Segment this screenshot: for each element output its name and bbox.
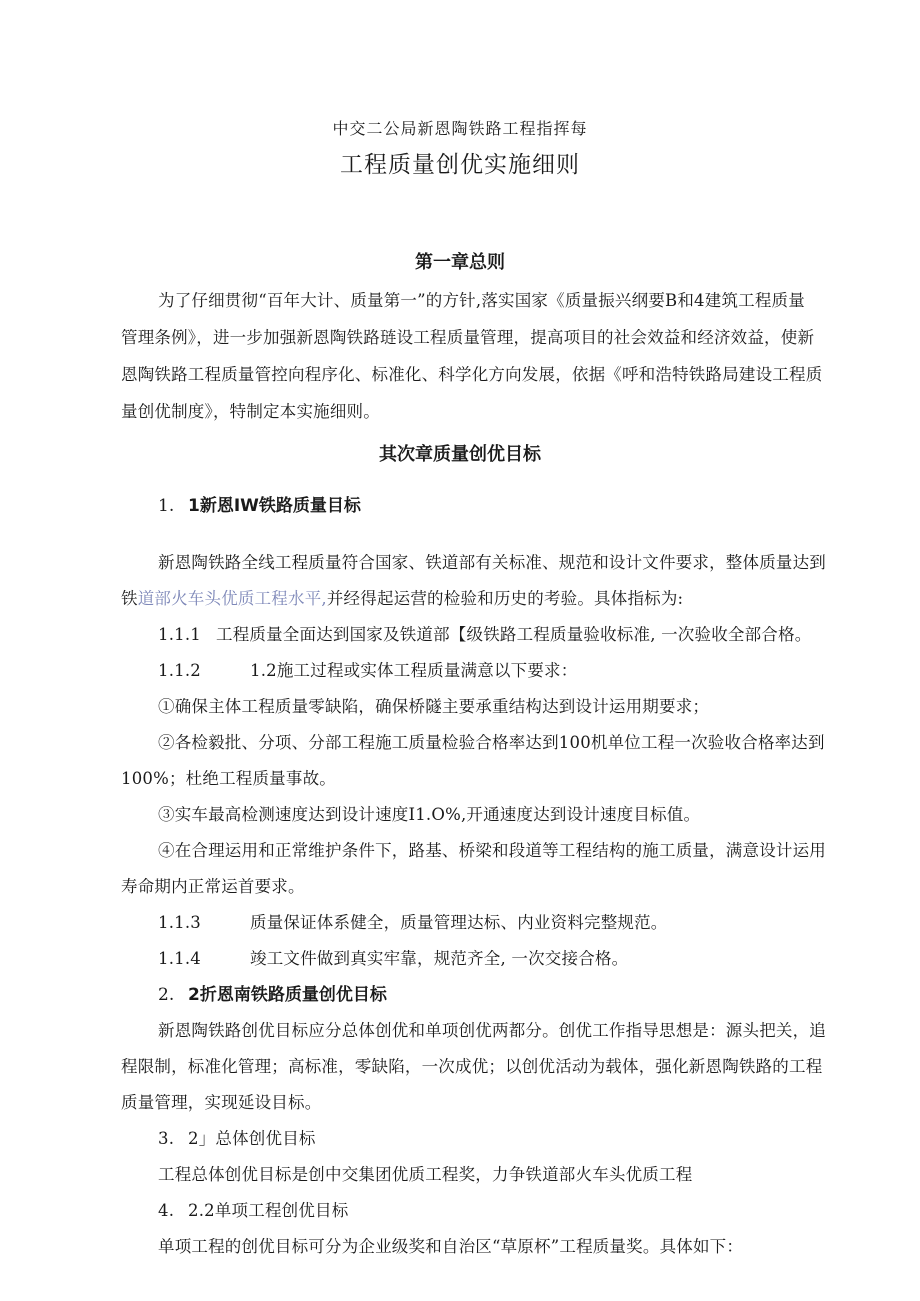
- item-1-1-3-number: 1.1.3: [158, 913, 201, 932]
- chapter1-paragraph-line-2: 管理条例》，进一步加强新恩陶铁路琏设工程质量管理，提高项目的社会效益和经济效益，使新: [121, 328, 815, 347]
- intro-highlighted-text: 道部火车头优质工程水平,: [137, 589, 327, 608]
- section-3-title: 2」总体创优目标: [188, 1129, 316, 1148]
- item-1-1-2-text: 1.2施工过程或实体工程质量满意以下要求：: [250, 661, 578, 680]
- item-1-1-1-number: 1.1.1: [158, 625, 201, 644]
- criterion-1: ①确保主体工程质量零缺陷，确保桥隧主要承重结构达到设计运用期要求；: [158, 697, 710, 716]
- criterion-4-line-2: 寿命期内正常运首要求。: [121, 877, 305, 896]
- section-2-heading: [158, 980, 387, 1005]
- chapter1-paragraph-line-3: 恩陶铁路工程质量管控向程序化、标准化、科学化方向发展，依据《呼和浩特铁路局建设工程质: [121, 365, 823, 384]
- organization-name: 中交二公局新恩陶铁路工程指挥每: [332, 119, 588, 138]
- section-1-intro-line-2: [121, 585, 683, 609]
- intro-line2-end: 并经得起运营的检验和历史的考验。具体指标为:: [326, 589, 684, 608]
- chapter2-heading: 其次章质量创优目标: [379, 444, 541, 465]
- section-3-number: 3.: [158, 1129, 175, 1148]
- section-2-number: 2.: [158, 985, 175, 1005]
- item-1-1-2-number: 1.1.2: [158, 661, 201, 680]
- item-1-1-1: [158, 621, 811, 645]
- criterion-2-line-1: ②各检毅批、分项、分部工程施工质量检验合格率达到100机单位工程一次验收合格率达到: [158, 733, 825, 752]
- section-4-heading: [158, 1197, 348, 1221]
- section-1-intro-line-1: 新恩陶铁路全线工程质量符合国家、铁道部有关标准、规范和设计文件要求，整体质量达到: [158, 553, 826, 572]
- document-title: 工程质量创优实施细则: [340, 152, 580, 178]
- section-2-title: 2折恩南铁路质量创优目标: [188, 985, 387, 1005]
- section-1-heading: [158, 491, 361, 516]
- item-1-1-1-text: 工程质量全面达到国家及铁道部【级铁路工程质量验收标准, 一次验收全部合格。: [216, 625, 812, 644]
- intro-line2-start: 铁: [121, 589, 138, 608]
- section-1-number: 1.: [158, 496, 175, 516]
- item-1-1-4-text: 竣工文件做到真实牢靠，规范齐全, 一次交接合格。: [250, 949, 629, 968]
- chapter1-heading: 第一章总则: [415, 252, 505, 273]
- section-3-line: 工程总体创优目标是创中交集团优质工程奖，力争铁道部火车头优质工程: [158, 1165, 693, 1184]
- section-4-title: 2.2单项工程创优目标: [188, 1201, 349, 1220]
- item-1-1-2: [158, 657, 577, 681]
- criterion-4-line-1: ④在合理运用和正常维护条件下，路基、桥梁和段道等工程结构的施工质量，满意设计运用: [158, 841, 826, 860]
- section-4-line: 单项工程的创优目标可分为企业级奖和自治区“草原杯”工程质量奖。具体如下：: [158, 1237, 744, 1256]
- section-1-title: 1新恩IW铁路质量目标: [188, 496, 361, 516]
- section-2-line-1: 新恩陶铁路创优目标应分总体创优和单项创优两都分。创优工作指导思想是：源头把关，追: [158, 1021, 826, 1040]
- section-4-number: 4.: [158, 1201, 175, 1220]
- criterion-3: ③实车最高检测速度达到设计速度I1.O%,开通速度达到设计速度目标值。: [158, 805, 701, 824]
- item-1-1-3-text: 质量保证体系健全，质量管理达标、内业资料完整规范。: [250, 913, 668, 932]
- chapter1-paragraph-line-4: 量创优制度》，特制定本实施细则。: [121, 402, 380, 421]
- item-1-1-3: [158, 909, 668, 933]
- section-2-line-3: 质量管理，实现延设目标。: [121, 1093, 322, 1112]
- section-2-line-2: 程限制，标准化管理；高标准，零缺陷，一次成优；以创优活动为载体，强化新恩陶铁路的工程: [121, 1057, 823, 1076]
- criterion-2-line-2: 100%；杜绝工程质量事故。: [121, 769, 336, 788]
- item-1-1-4-number: 1.1.4: [158, 949, 201, 968]
- chapter1-paragraph-line-1: 为了仔细贯彻“百年大计、质量第一”的方针,落实国家《质量振兴纲要B和4建筑工程质量: [158, 291, 805, 310]
- section-3-heading: [158, 1125, 316, 1149]
- item-1-1-4: [158, 945, 628, 969]
